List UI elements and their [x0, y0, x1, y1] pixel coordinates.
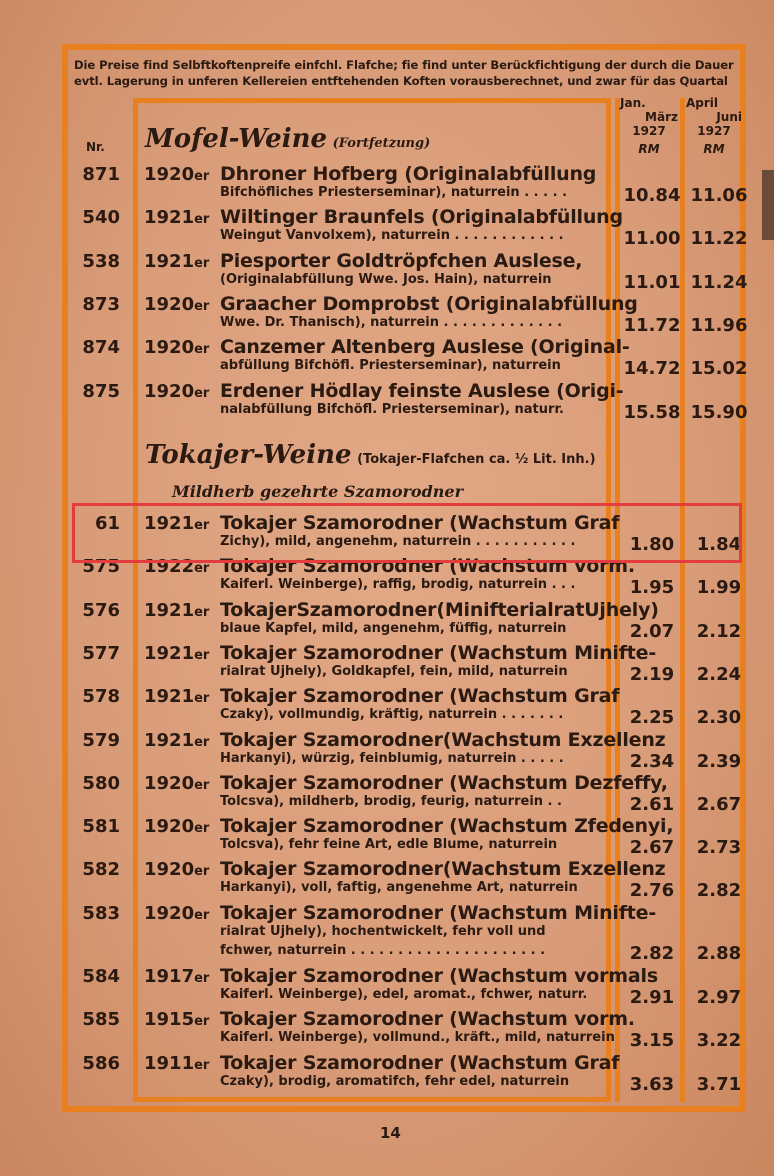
price-q2: 2.88 — [696, 942, 742, 964]
wine-description: Wwe. Dr. Thanisch), naturrein . . . . . . . . . . . . . — [220, 314, 563, 330]
vintage-suffix: er — [194, 777, 210, 793]
vintage-year: 1920 — [144, 902, 195, 924]
wine-entry — [70, 1008, 750, 1052]
vintage-suffix: er — [194, 212, 210, 228]
vintage-suffix: er — [194, 971, 210, 986]
wine-description: Tolcsva), mildherb, brodig, feurig, naturrein . . — [220, 793, 562, 809]
price-q1: 1.80 — [629, 534, 675, 555]
section-title-mosel — [145, 124, 430, 154]
vintage-year: 1922 — [144, 556, 195, 578]
vintage-suffix: er — [194, 298, 210, 314]
wine-description-cont: fchwer, naturrein . . . . . . . . . . . . . . . . . . . . . — [220, 942, 546, 958]
wine-name: Dhroner Hofberg (Originalabfüllung — [220, 163, 597, 185]
price-q2: 3.22 — [696, 1030, 742, 1052]
wine-description: Czaky), brodig, aromatifch, fehr edel, naturrein — [220, 1073, 570, 1089]
vintage-year: 1920 — [144, 772, 195, 794]
vintage-year: 1920 — [144, 816, 195, 838]
column-header-nr: Nr. — [86, 140, 105, 154]
price-q1: 2.82 — [629, 942, 675, 964]
price-q1: 11.01 — [623, 271, 681, 293]
section-title-tokajer — [145, 440, 596, 470]
vintage-year: 1921 — [144, 250, 195, 272]
wine-description: Weingut Vanvolxem), naturrein . . . . . . . . . . . . — [220, 228, 564, 244]
price-q2: 2.39 — [696, 750, 742, 772]
q2-to: Juni — [716, 110, 742, 124]
mosel-subtitle: (Fortfetzung) — [332, 136, 431, 151]
wine-description: Czaky), vollmundig, kräftig, naturrein . . . . . . . — [220, 707, 564, 723]
wine-entry — [70, 250, 750, 294]
price-q1: 2.07 — [629, 620, 675, 642]
wine-entry — [70, 858, 750, 902]
wine-entry — [70, 642, 750, 686]
wine-entry — [70, 901, 750, 964]
entry-number: 538 — [82, 250, 120, 272]
vintage-suffix: er — [194, 647, 210, 663]
wine-entry — [70, 815, 750, 859]
price-q2: 2.12 — [696, 620, 742, 642]
price-q1: 1.95 — [629, 577, 675, 599]
q1-to: März — [645, 110, 678, 124]
price-q2: 15.90 — [690, 401, 748, 423]
wine-description: blaue Kapfel, mild, angenehm, füffig, naturrein — [220, 620, 567, 636]
price-q2: 11.22 — [690, 228, 748, 250]
price-q2: 2.97 — [696, 987, 742, 1008]
entry-vintage — [144, 207, 209, 228]
wine-entry — [70, 729, 750, 773]
price-q1: 2.25 — [629, 707, 675, 729]
column-header-q2 — [686, 96, 742, 156]
entry-number: 875 — [82, 380, 120, 402]
wine-name: Tokajer Szamorodner (Wachstum vorm. — [220, 555, 635, 578]
price-q2: 2.24 — [696, 663, 742, 685]
wine-name: Piesporter Goldtröpfchen Auslese, — [220, 249, 583, 272]
wine-name: Tokajer Szamorodner (Wachstum Graf — [220, 685, 620, 708]
column-header-q1 — [620, 96, 678, 156]
q1-from: Jan. — [620, 96, 646, 110]
entry-number: 871 — [82, 164, 120, 185]
wine-entry — [70, 1052, 750, 1096]
entry-number: 577 — [82, 642, 120, 664]
wine-description: Tolcsva), fehr feine Art, edle Blume, naturrein — [220, 837, 558, 853]
wine-name: Tokajer Szamorodner (Wachstum Minifte- — [220, 901, 657, 924]
entry-vintage — [144, 686, 209, 707]
entry-vintage — [144, 251, 209, 272]
entry-vintage — [144, 337, 209, 358]
wine-name: Tokajer Szamorodner(Wachstum Exzellenz — [220, 858, 666, 881]
mosel-title: Mofel-Weine — [145, 124, 328, 154]
highlight-box — [72, 503, 742, 563]
price-q2: 2.82 — [696, 880, 742, 902]
tokajer-title: Tokajer-Weine — [145, 440, 352, 470]
entry-vintage — [144, 773, 209, 794]
wine-name: Tokajer Szamorodner (Wachstum Zfedenyi, — [220, 815, 674, 838]
entry-vintage — [144, 859, 209, 880]
vintage-suffix: er — [194, 169, 210, 184]
wine-description: Kaiferl. Weinberge), edel, aromat., fchwer, naturr. — [220, 987, 588, 1002]
price-q1: 3.15 — [629, 1030, 675, 1052]
wine-description: nalabfüllung Bifchöfl. Priesterseminar), naturr. — [220, 401, 564, 417]
vintage-year: 1920 — [144, 380, 195, 402]
vintage-year: 1920 — [144, 293, 195, 315]
wine-entry — [70, 293, 750, 337]
vintage-year: 1921 — [144, 642, 195, 664]
entry-vintage — [144, 1009, 209, 1030]
vintage-suffix: er — [194, 864, 210, 880]
entry-vintage — [144, 643, 209, 664]
price-q2: 11.24 — [690, 271, 748, 293]
wine-entry — [70, 380, 750, 424]
wine-description: Harkanyi), voll, faftig, angenehme Art, naturrein — [220, 880, 578, 896]
price-q1: 2.19 — [629, 663, 675, 685]
price-q1: 2.34 — [629, 750, 675, 772]
entry-number: 583 — [82, 902, 120, 924]
wine-description: abfüllung Bifchöfl. Priesterseminar), naturrein — [220, 358, 561, 374]
vintage-year: 1921 — [144, 599, 195, 621]
price-note — [74, 57, 742, 89]
wine-description: Bifchöfliches Priesterseminar), naturrein . . . . . — [220, 185, 568, 200]
price-q2: 11.06 — [690, 185, 748, 206]
subsection-szamorodner: Mildherb gezehrte Szamorodner — [172, 482, 464, 501]
price-q1: 3.63 — [629, 1073, 675, 1095]
price-q1: 2.91 — [629, 987, 675, 1008]
vintage-suffix: er — [194, 734, 210, 750]
wine-description: (Originalabfüllung Wwe. Jos. Hain), naturrein — [220, 271, 552, 287]
wine-name: TokajerSzamorodner(MinifterialratUjhely) — [220, 598, 659, 621]
entry-vintage — [144, 903, 209, 924]
vintage-year: 1921 — [144, 207, 195, 229]
vintage-year: 1911 — [144, 1052, 195, 1074]
entry-number: 578 — [82, 686, 120, 708]
page-edge-mark — [762, 170, 774, 240]
entry-number: 580 — [82, 772, 120, 794]
entry-vintage — [144, 294, 209, 315]
wine-entry — [70, 163, 750, 207]
wine-name: Graacher Domprobst (Originalabfüllung — [220, 292, 638, 315]
vintage-suffix: er — [194, 691, 210, 707]
entry-number: 579 — [82, 729, 120, 751]
price-q2: 2.30 — [696, 707, 742, 729]
wine-description: rialrat Ujhely), Goldkapfel, fein, mild, naturrein — [220, 663, 568, 679]
wine-entry — [70, 685, 750, 729]
entry-vintage — [144, 816, 209, 837]
price-q1: 2.76 — [629, 880, 675, 902]
vintage-suffix: er — [194, 1057, 210, 1073]
wine-entry — [70, 599, 750, 643]
price-q1: 2.61 — [629, 793, 675, 815]
vintage-suffix: er — [194, 1014, 210, 1030]
wine-description: rialrat Ujhely), hochentwickelt, fehr voll und — [220, 923, 546, 939]
entry-number: 585 — [82, 1009, 120, 1031]
entry-vintage — [144, 600, 209, 621]
wine-entry — [70, 206, 750, 250]
price-q1: 14.72 — [623, 358, 681, 380]
wine-description: Zichy), mild, angenehm, naturrein . . . . . . . . . . . — [220, 534, 576, 549]
vintage-suffix: er — [194, 385, 210, 401]
vintage-year: 1920 — [144, 859, 195, 881]
q2-from: April — [686, 96, 719, 110]
wine-entry — [70, 965, 750, 1009]
price-q2: 15.02 — [690, 358, 748, 380]
price-q2: 2.73 — [696, 837, 742, 859]
vintage-suffix: er — [194, 255, 210, 271]
vintage-suffix: er — [194, 604, 210, 620]
entry-number: 586 — [82, 1052, 120, 1074]
entry-vintage — [144, 966, 209, 987]
price-q2: 1.99 — [696, 577, 742, 599]
price-note-line-1: Die Preise find Selbftkoftenpreife einfchl. Flafche; fie find unter Berückfichtigung der durch die Dauer — [74, 58, 734, 72]
wine-name: Wiltinger Braunfels (Originalabfüllung — [220, 206, 623, 229]
entry-vintage — [144, 164, 209, 185]
vintage-year: 1920 — [144, 337, 195, 359]
vintage-year: 1921 — [144, 513, 195, 534]
wine-description: Kaiferl. Weinberge), vollmund., kräft., mild, naturrein — [220, 1030, 615, 1046]
price-q1: 11.72 — [623, 314, 681, 336]
entry-number: 581 — [82, 816, 120, 838]
price-q2: 1.84 — [696, 534, 742, 555]
wine-description: Harkanyi), würzig, feinblumig, naturrein . . . . . — [220, 750, 564, 766]
price-q1: 15.58 — [623, 401, 681, 423]
wine-name: Tokajer Szamorodner (Wachstum Graf — [220, 512, 620, 534]
entry-vintage — [144, 1053, 209, 1074]
wine-name: Tokajer Szamorodner(Wachstum Exzellenz — [220, 728, 666, 751]
entry-number: 584 — [82, 966, 120, 987]
vintage-suffix: er — [194, 907, 210, 923]
entry-number: 873 — [82, 293, 120, 315]
wine-entry — [70, 336, 750, 380]
vintage-suffix: er — [194, 561, 210, 577]
price-note-line-2: evtl. Lagerung in unferen Kellereien entftehenden Koften vorausberechnet, und zwar für das Quartal — [74, 74, 728, 88]
vintage-year: 1917 — [144, 966, 195, 987]
q2-unit: RM — [703, 142, 725, 156]
q2-year: 1927 — [697, 124, 731, 138]
wine-entry — [70, 772, 750, 816]
price-q2: 2.67 — [696, 793, 742, 815]
wine-name: Tokajer Szamorodner (Wachstum Graf — [220, 1051, 620, 1074]
q1-year: 1927 — [632, 124, 666, 138]
vintage-suffix: er — [194, 342, 210, 358]
entry-vintage — [144, 381, 209, 402]
entry-number: 576 — [82, 599, 120, 621]
entry-number: 540 — [82, 207, 120, 229]
q1-unit: RM — [638, 142, 660, 156]
wine-name: Tokajer Szamorodner (Wachstum vormals — [220, 965, 658, 987]
vintage-year: 1920 — [144, 164, 195, 185]
entry-number: 582 — [82, 859, 120, 881]
vintage-year: 1915 — [144, 1009, 195, 1031]
vintage-suffix: er — [194, 821, 210, 837]
page-number: 14 — [380, 1124, 401, 1142]
entry-number: 874 — [82, 337, 120, 359]
tokajer-subtitle: (Tokajer-Flafchen ca. ½ Lit. Inh.) — [357, 452, 596, 467]
entry-number: 61 — [94, 513, 120, 534]
wine-name: Canzemer Altenberg Auslese (Original- — [220, 336, 630, 359]
price-q1: 11.00 — [623, 228, 681, 250]
price-q1: 2.67 — [629, 837, 675, 859]
vintage-suffix: er — [194, 518, 210, 533]
wine-name: Tokajer Szamorodner (Wachstum Minifte- — [220, 641, 657, 664]
wine-description: Kaiferl. Weinberge), raffig, brodig, naturrein . . . — [220, 577, 576, 593]
wine-name: Tokajer Szamorodner (Wachstum Dezfeffy, — [220, 771, 668, 794]
price-q2: 3.71 — [696, 1073, 742, 1095]
vintage-year: 1921 — [144, 686, 195, 708]
entry-number: 575 — [82, 556, 120, 578]
price-q1: 10.84 — [623, 185, 681, 206]
wine-name: Tokajer Szamorodner (Wachstum vorm. — [220, 1008, 635, 1031]
wine-name: Erdener Hödlay feinste Auslese (Origi- — [220, 379, 624, 402]
vintage-year: 1921 — [144, 729, 195, 751]
entry-vintage — [144, 730, 209, 751]
price-q2: 11.96 — [690, 314, 748, 336]
